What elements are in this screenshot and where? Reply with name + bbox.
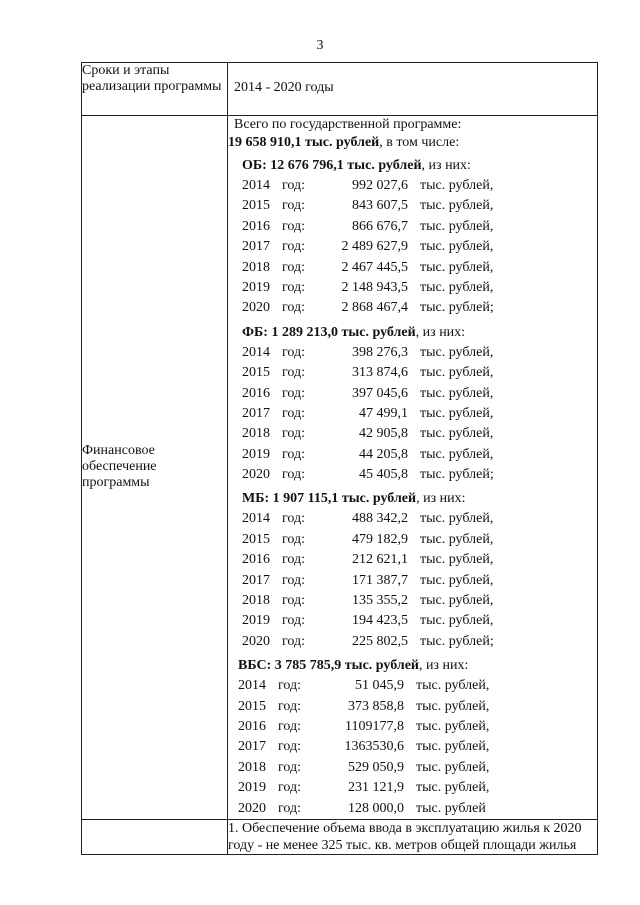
row-word: год: xyxy=(282,259,306,275)
row-word: год: xyxy=(282,365,306,381)
row-amount: 231 121,9 xyxy=(348,780,404,796)
row-word: год: xyxy=(282,405,306,421)
row-unit: тыс. рублей, xyxy=(416,739,490,755)
row-word: год: xyxy=(282,300,306,316)
list-item xyxy=(242,611,597,631)
row-unit: тыс. рублей, xyxy=(420,552,494,568)
row-year: 2019 xyxy=(238,780,266,796)
list-item xyxy=(238,799,597,819)
table-row-targets xyxy=(82,819,598,854)
row-year: 2016 xyxy=(242,218,270,234)
finance-label: Финансовое обеспечение программы xyxy=(82,116,228,820)
row-amount: 135 355,2 xyxy=(352,593,408,609)
row-year: 2014 xyxy=(242,178,270,193)
finance-group-head xyxy=(242,489,597,509)
row-amount: 51 045,9 xyxy=(355,678,404,694)
finance-group-head xyxy=(238,656,597,676)
row-unit: тыс. рублей, xyxy=(420,426,494,442)
list-item xyxy=(242,258,597,278)
list-item xyxy=(242,298,597,318)
row-word: год: xyxy=(282,613,306,629)
list-item xyxy=(238,758,597,778)
row-unit: тыс. рублей, xyxy=(420,572,494,588)
list-item xyxy=(242,343,597,363)
finance-group-ob xyxy=(228,156,597,319)
row-word: год: xyxy=(282,446,306,462)
finance-total-suffix: , в том числе: xyxy=(379,135,460,150)
row-year: 2016 xyxy=(242,385,270,401)
row-amount: 2 868 467,4 xyxy=(341,300,408,316)
list-item xyxy=(242,591,597,611)
row-year: 2017 xyxy=(242,405,270,421)
list-item xyxy=(242,217,597,237)
finance-group-total: ОБ: 12 676 796,1 тыс. рублей xyxy=(242,158,422,173)
row-word: год: xyxy=(278,698,302,714)
finance-group-head xyxy=(242,323,597,343)
row-amount: 42 905,8 xyxy=(359,426,408,442)
list-item xyxy=(238,778,597,798)
row-amount: 2 489 627,9 xyxy=(341,239,408,255)
list-item xyxy=(242,404,597,424)
row-amount: 2 148 943,5 xyxy=(341,279,408,295)
finance-group-fb xyxy=(228,323,597,486)
finance-group-head xyxy=(242,156,597,176)
row-word: год: xyxy=(278,800,302,816)
row-unit: тыс. рублей; xyxy=(420,633,494,649)
row-unit: тыс. рублей, xyxy=(420,279,494,295)
table-row-period xyxy=(82,63,598,116)
row-year: 2017 xyxy=(238,739,266,755)
program-passport-table xyxy=(81,62,598,855)
period-label: Сроки и этапы реализации программы xyxy=(82,63,228,116)
row-amount: 45 405,8 xyxy=(359,467,408,483)
row-amount: 44 205,8 xyxy=(359,446,408,462)
row-word: год: xyxy=(282,572,306,588)
finance-group-suffix: , из них: xyxy=(421,158,471,173)
row-unit: тыс. рублей, xyxy=(420,446,494,462)
finance-group-vbs xyxy=(228,656,597,819)
finance-groups xyxy=(228,156,597,819)
list-item xyxy=(242,530,597,550)
row-year: 2020 xyxy=(238,800,266,816)
row-year: 2014 xyxy=(238,678,266,694)
row-unit: тыс. рублей; xyxy=(420,300,494,316)
row-unit: тыс. рублей, xyxy=(420,405,494,421)
row-unit: тыс. рублей, xyxy=(416,698,490,714)
row-word: год: xyxy=(282,633,306,649)
list-item xyxy=(242,278,597,298)
list-item xyxy=(242,363,597,383)
row-word: год: xyxy=(282,531,306,547)
finance-group-suffix: , из них: xyxy=(419,658,469,674)
row-unit: тыс. рублей, xyxy=(420,365,494,381)
list-item xyxy=(238,697,597,717)
row-unit: тыс. рублей, xyxy=(420,344,494,360)
list-item xyxy=(242,550,597,570)
row-amount: 843 607,5 xyxy=(352,198,408,214)
row-amount: 212 621,1 xyxy=(352,552,408,568)
row-word: год: xyxy=(282,198,306,214)
row-word: год: xyxy=(282,426,306,442)
targets-label xyxy=(82,819,228,854)
row-year: 2015 xyxy=(242,531,270,547)
row-year: 2018 xyxy=(238,759,266,775)
row-word: год: xyxy=(282,239,306,255)
row-year: 2014 xyxy=(242,344,270,360)
row-word: год: xyxy=(282,385,306,401)
row-unit: тыс. рублей, xyxy=(420,178,494,193)
row-year: 2015 xyxy=(242,198,270,214)
row-word: год: xyxy=(278,739,302,755)
row-year: 2017 xyxy=(242,572,270,588)
list-item xyxy=(242,176,597,196)
row-year: 2016 xyxy=(238,718,266,734)
row-amount: 2 467 445,5 xyxy=(341,259,408,275)
list-item xyxy=(242,424,597,444)
row-unit: тыс. рублей, xyxy=(416,718,490,734)
row-year: 2020 xyxy=(242,633,270,649)
row-amount: 397 045,6 xyxy=(352,385,408,401)
row-year: 2019 xyxy=(242,279,270,295)
row-word: год: xyxy=(282,593,306,609)
list-item xyxy=(238,676,597,696)
row-unit: тыс. рублей, xyxy=(420,593,494,609)
row-amount: 866 676,7 xyxy=(352,218,408,234)
row-year: 2015 xyxy=(242,365,270,381)
finance-group-suffix: , из них: xyxy=(415,324,466,340)
row-year: 2016 xyxy=(242,552,270,568)
list-item xyxy=(242,509,597,529)
list-item xyxy=(242,465,597,485)
row-amount: 398 276,3 xyxy=(352,344,408,360)
row-word: год: xyxy=(282,467,306,483)
row-year: 2019 xyxy=(242,446,270,462)
row-word: год: xyxy=(282,218,306,234)
row-year: 2015 xyxy=(238,698,266,714)
row-amount: 479 182,9 xyxy=(352,531,408,547)
finance-group-mb xyxy=(228,489,597,652)
row-year: 2020 xyxy=(242,300,270,316)
finance-total-line xyxy=(228,134,597,152)
targets-text: 1. Обеспечение объема ввода в эксплуатацию жилья к 2020 году - не менее 325 тыс. кв. метров общей площади жилья xyxy=(228,819,598,854)
row-year: 2020 xyxy=(242,467,270,483)
row-word: год: xyxy=(278,780,302,796)
row-year: 2018 xyxy=(242,593,270,609)
finance-total-amount: 19 658 910,1 тыс. рублей xyxy=(228,135,380,150)
row-unit: тыс. рублей, xyxy=(416,759,490,775)
row-amount: 194 423,5 xyxy=(352,613,408,629)
finance-group-total: МБ: 1 907 115,1 тыс. рублей xyxy=(242,491,417,507)
row-unit: тыс. рублей, xyxy=(420,198,494,214)
row-amount: 1109177,8 xyxy=(345,718,404,734)
finance-group-total: ФБ: 1 289 213,0 тыс. рублей xyxy=(242,324,416,340)
list-item xyxy=(238,737,597,757)
row-word: год: xyxy=(282,511,306,527)
list-item xyxy=(242,237,597,257)
row-word: год: xyxy=(282,279,306,295)
row-year: 2018 xyxy=(242,259,270,275)
finance-details xyxy=(228,116,598,820)
row-amount: 529 050,9 xyxy=(348,759,404,775)
row-amount: 1363530,6 xyxy=(344,739,404,755)
row-word: год: xyxy=(282,344,306,360)
row-unit: тыс. рублей, xyxy=(416,678,490,694)
row-word: год: xyxy=(278,759,302,775)
row-year: 2018 xyxy=(242,426,270,442)
row-year: 2019 xyxy=(242,613,270,629)
row-word: год: xyxy=(278,678,302,694)
row-unit: тыс. рублей, xyxy=(420,239,494,255)
list-item xyxy=(242,196,597,216)
row-unit: тыс. рублей, xyxy=(420,259,494,275)
row-amount: 373 858,8 xyxy=(348,698,404,714)
finance-group-suffix: , из них: xyxy=(416,491,466,507)
finance-total-intro: Всего по государственной программе: xyxy=(234,117,462,132)
page-number: 3 xyxy=(316,38,324,53)
table-row-finance xyxy=(82,116,598,820)
row-word: год: xyxy=(278,718,302,734)
list-item xyxy=(242,571,597,591)
finance-group-total: ВБС: 3 785 785,9 тыс. рублей xyxy=(238,658,419,674)
row-unit: тыс. рублей xyxy=(416,800,486,816)
row-word: год: xyxy=(282,178,306,193)
row-unit: тыс. рублей, xyxy=(420,385,494,401)
row-unit: тыс. рублей, xyxy=(420,511,494,527)
row-unit: тыс. рублей; xyxy=(420,467,494,483)
row-amount: 47 499,1 xyxy=(359,405,408,421)
row-amount: 225 802,5 xyxy=(352,633,408,649)
row-year: 2017 xyxy=(242,239,270,255)
row-amount: 992 027,6 xyxy=(352,178,408,193)
list-item xyxy=(242,384,597,404)
row-year: 2014 xyxy=(242,511,270,527)
row-amount: 128 000,0 xyxy=(348,800,404,816)
row-amount: 313 874,6 xyxy=(352,365,408,381)
row-unit: тыс. рублей, xyxy=(420,531,494,547)
period-value-cell xyxy=(228,63,598,116)
period-value: 2014 - 2020 годы xyxy=(234,80,334,95)
row-unit: тыс. рублей, xyxy=(420,218,494,234)
row-unit: тыс. рублей, xyxy=(416,780,490,796)
row-unit: тыс. рублей, xyxy=(420,613,494,629)
list-item xyxy=(242,445,597,465)
row-word: год: xyxy=(282,552,306,568)
row-amount: 171 387,7 xyxy=(352,572,408,588)
row-amount: 488 342,2 xyxy=(352,511,408,527)
list-item xyxy=(238,717,597,737)
list-item xyxy=(242,632,597,652)
